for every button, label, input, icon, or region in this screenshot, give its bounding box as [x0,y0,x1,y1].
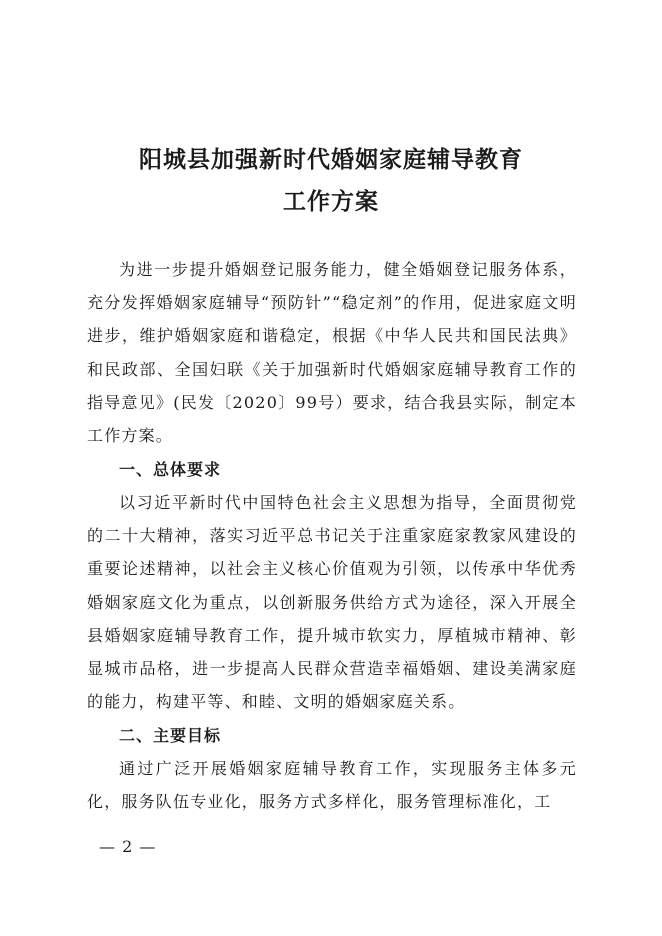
document-title: 阳城县加强新时代婚姻家庭辅导教育 [139,146,523,173]
section-heading-main-goals: 二、主要目标 [119,726,222,745]
section-paragraph-overall-requirements: 以习近平新时代中国特色社会主义思想为指导，全面贯彻党的二十大精神，落实习近平总书记关于注重家庭家教家风建设的重要论述精神，以社会主义核心价值观为引领，以传承中华优秀婚姻家庭文化为重点，以创新服务供给方式为途径，深入开展全县婚姻家庭辅导教育工作，提升城市软实力，厚植城市精神、彰显城市品格，进一步提高人民群众营造幸福婚姻、建设美满家庭的能力，构建平等、和睦、文明的婚姻家庭关系。 [87,493,577,712]
page-number: — 2 — [99,837,157,856]
document-subtitle: 工作方案 [283,188,379,215]
section-paragraph-main-goals: 通过广泛开展婚姻家庭辅导教育工作，实现服务主体多元化，服务队伍专业化，服务方式多样化，服务管理标准化，工 [87,759,577,812]
intro-paragraph: 为进一步提升婚姻登记服务能力，健全婚姻登记服务体系，充分发挥婚姻家庭辅导“预防针”“稳定剂”的作用，促进家庭文明进步，维护婚姻家庭和谐稳定，根据《中华人民共和国民法典》和民政部、全国妇联《关于加强新时代婚姻家庭辅导教育工作的指导意见》(民发〔2020〕99号）要求，结合我县实际，制定本工作方案。 [87,260,577,446]
section-heading-overall-requirements: 一、总体要求 [119,460,222,479]
